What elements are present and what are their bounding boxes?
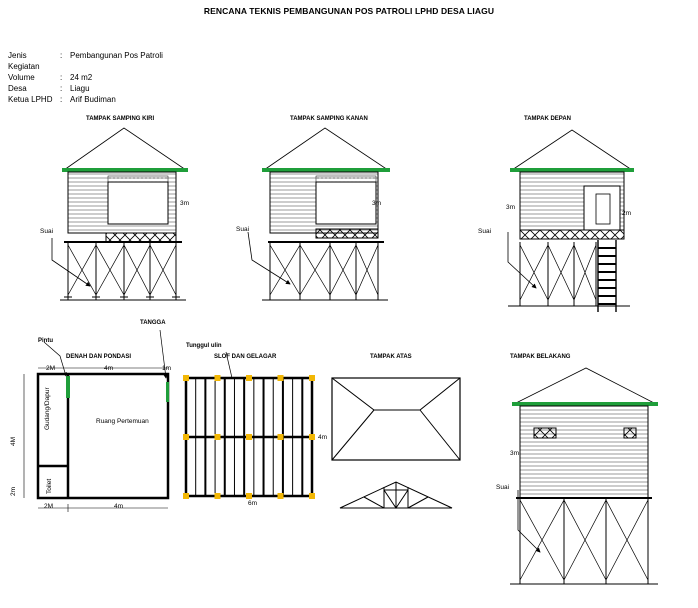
dim-bottom-4m: 4m xyxy=(114,503,124,510)
dim-side-2m: 2m xyxy=(10,486,17,496)
dim-bottom-2m: 2M xyxy=(44,503,54,510)
post-marker xyxy=(278,434,284,440)
floor-plan-title: DENAH DAN PONDASI xyxy=(66,354,132,360)
roof xyxy=(64,128,186,170)
pintu-label: Pintu xyxy=(38,338,53,344)
info-row-volume: Volume : 24 m2 xyxy=(8,73,93,82)
post-marker xyxy=(183,493,189,499)
stairs xyxy=(598,240,616,312)
dim-slof-4m: 4m xyxy=(318,434,328,441)
front-view-title: TAMPAK DEPAN xyxy=(524,116,571,122)
left-side-view-title: TAMPAK SAMPING KIRI xyxy=(86,116,155,122)
page-title: RENCANA TEKNIS PEMBANGUNAN POS PATROLI LPHD DESA LIAGU xyxy=(203,6,495,16)
height-label-front-2m: 2m xyxy=(622,210,632,217)
dim-top-1m: 1m xyxy=(162,365,172,372)
front-elevation xyxy=(508,130,634,312)
post-marker xyxy=(246,434,252,440)
post-marker xyxy=(246,375,252,381)
dim-top-2m: 2M xyxy=(46,365,56,372)
info-row-desa: Desa : Liagu xyxy=(8,84,90,93)
left-side-elevation xyxy=(52,128,188,300)
roof-trim xyxy=(62,168,188,172)
tunggul-label: Tunggul ulin xyxy=(186,343,222,349)
roof-truss xyxy=(340,482,452,508)
room-ruang-pertemuan: Ruang Pertemuan xyxy=(96,418,149,425)
suai-label-right: Suai xyxy=(236,226,250,233)
suai-label-back: Suai xyxy=(496,484,510,491)
post-marker xyxy=(215,434,221,440)
post-marker xyxy=(183,375,189,381)
tangga-label: TANGGA xyxy=(140,320,166,326)
post-marker xyxy=(183,434,189,440)
dim-top-4m: 4m xyxy=(104,365,114,372)
post-marker xyxy=(215,375,221,381)
post-marker xyxy=(278,493,284,499)
post-marker xyxy=(246,493,252,499)
slof-title: SLOF DAN GELAGAR xyxy=(214,354,277,360)
post-marker xyxy=(215,493,221,499)
info-row-kegiatan: Jenis Kegiatan : Pembangunan Pos Patroli xyxy=(8,51,163,71)
right-side-elevation xyxy=(248,128,390,300)
height-label-back: 3m xyxy=(510,450,520,457)
height-label-front: 3m xyxy=(506,204,516,211)
door-marker xyxy=(66,376,70,398)
tunggul-pointer xyxy=(226,352,232,378)
dim-slof-6m: 6m xyxy=(248,500,258,507)
railing xyxy=(106,233,176,242)
dim-side-4m: 4M xyxy=(10,436,17,446)
vent-right xyxy=(624,428,636,438)
back-view-title: TAMPAK BELAKANG xyxy=(510,354,571,360)
post-marker xyxy=(309,434,315,440)
slof-gelagar xyxy=(183,352,315,499)
height-label-left: 3m xyxy=(180,200,190,207)
suai-pointer xyxy=(52,238,90,286)
suai-label-left: Suai xyxy=(40,228,54,235)
vent-left xyxy=(534,428,556,438)
top-view xyxy=(332,378,460,508)
room-toilet: Toilet xyxy=(46,478,53,494)
window xyxy=(108,182,168,224)
top-view-title: TAMPAK ATAS xyxy=(370,354,412,360)
right-side-view-title: TAMPAK SAMPING KANAN xyxy=(290,116,368,122)
height-label-right: 3m xyxy=(372,200,382,207)
suai-label-front: Suai xyxy=(478,228,492,235)
stair-marker xyxy=(166,382,169,402)
post-marker xyxy=(278,375,284,381)
post-marker xyxy=(309,375,315,381)
room-gudang: Gudang/Dapur xyxy=(44,387,51,430)
back-elevation xyxy=(510,368,658,584)
info-row-ketua: Ketua LPHD : Arif Budiman xyxy=(8,95,116,104)
post-marker xyxy=(309,493,315,499)
